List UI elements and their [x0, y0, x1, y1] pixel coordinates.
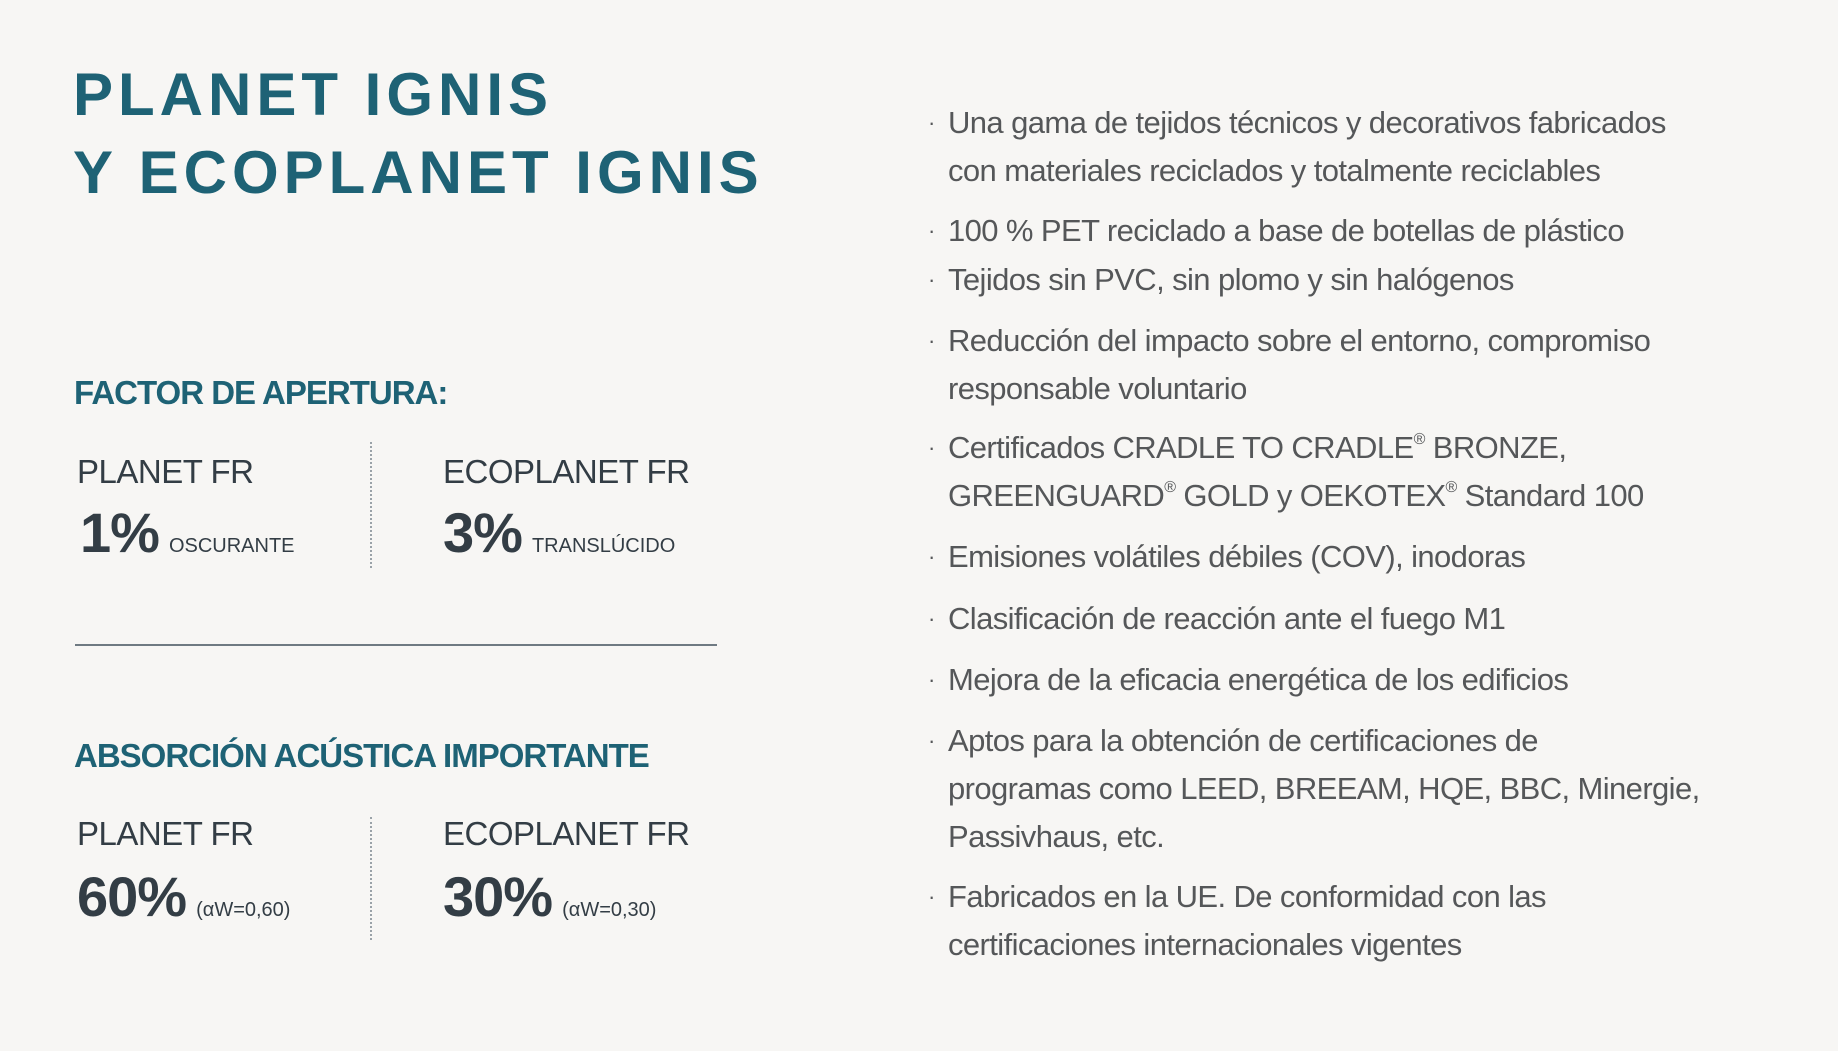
- feature-item: [928, 256, 1514, 304]
- opening-product-name: PLANET FR: [77, 453, 254, 490]
- feature-line: Tejidos sin PVC, sin plomo y sin halógenos: [948, 262, 1514, 297]
- feature-item: [928, 424, 1644, 520]
- bullet-icon: ·: [928, 728, 935, 753]
- feature-text: [948, 424, 1644, 520]
- feature-text: [948, 317, 1650, 413]
- feature-line: Passivhaus, etc.: [948, 819, 1165, 854]
- value: 30%: [443, 865, 553, 928]
- title-line-1: PLANET IGNIS: [73, 61, 554, 128]
- opening-product-value: [80, 500, 295, 581]
- feature-item: [928, 717, 1700, 861]
- feature-line: Reducción del impacto sobre el entorno, compromiso: [948, 323, 1651, 358]
- feature-line: GREENGUARD® GOLD y OEKOTEX® Standard 100: [948, 478, 1644, 513]
- bullet-icon: ·: [928, 667, 935, 692]
- bullet-icon: ·: [928, 544, 935, 569]
- feature-line: programas como LEED, BREEAM, HQE, BBC, Minergie,: [948, 771, 1700, 806]
- bullet-icon: ·: [928, 606, 935, 631]
- feature-text: [948, 207, 1624, 255]
- acoustic-product-name: PLANET FR: [77, 815, 254, 852]
- value: 60%: [77, 865, 187, 928]
- bullet-icon: ·: [928, 884, 935, 909]
- feature-line: certificaciones internacionales vigentes: [948, 927, 1462, 962]
- feature-text: [948, 717, 1700, 861]
- opening-product-name: ECOPLANET FR: [443, 453, 690, 490]
- feature-line: Certificados CRADLE TO CRADLE® BRONZE,: [948, 430, 1567, 465]
- feature-text: [948, 656, 1568, 704]
- acoustic-product-value: [443, 864, 656, 945]
- acoustic-product-name: ECOPLANET FR: [443, 815, 690, 852]
- feature-line: Una gama de tejidos técnicos y decorativos fabricados: [948, 105, 1666, 140]
- bullet-icon: ·: [928, 435, 935, 460]
- value: 1%: [80, 501, 159, 564]
- value-note: (αW=0,30): [562, 899, 657, 921]
- feature-text: [948, 256, 1514, 304]
- feature-line: con materiales reciclados y totalmente reciclables: [948, 153, 1601, 188]
- bullet-icon: ·: [928, 110, 935, 135]
- column-divider: [370, 442, 372, 568]
- feature-line: Fabricados en la UE. De conformidad con las: [948, 879, 1546, 914]
- feature-item: [928, 656, 1568, 704]
- feature-item: [928, 873, 1546, 969]
- value-note: (αW=0,60): [196, 899, 291, 921]
- feature-item: [928, 595, 1505, 643]
- section-divider: [75, 644, 717, 646]
- acoustic-heading: ABSORCIÓN ACÚSTICA IMPORTANTE: [74, 737, 649, 774]
- feature-text: [948, 99, 1666, 195]
- column-divider: [370, 817, 372, 940]
- feature-line: Emisiones volátiles débiles (COV), inodoras: [948, 539, 1526, 574]
- feature-text: [948, 873, 1546, 969]
- feature-text: [948, 595, 1505, 643]
- value-note: OSCURANTE: [168, 535, 295, 557]
- feature-line: responsable voluntario: [948, 371, 1247, 406]
- title-line-2: Y ECOPLANET IGNIS: [73, 139, 764, 206]
- bullet-icon: ·: [928, 267, 935, 292]
- opening-factor-heading: FACTOR DE APERTURA:: [74, 374, 448, 411]
- acoustic-product-value: [77, 864, 290, 945]
- bullet-icon: ·: [928, 328, 935, 353]
- feature-line: Mejora de la eficacia energética de los edificios: [948, 662, 1569, 697]
- feature-item: [928, 207, 1624, 255]
- value: 3%: [443, 501, 522, 564]
- feature-text: [948, 533, 1525, 581]
- value-note: TRANSLÚCIDO: [531, 535, 676, 557]
- feature-line: 100 % PET reciclado a base de botellas de plástico: [948, 213, 1624, 248]
- opening-product-value: [443, 500, 675, 581]
- feature-line: Aptos para la obtención de certificaciones de: [948, 723, 1538, 758]
- feature-item: [928, 533, 1525, 581]
- feature-item: [928, 317, 1650, 413]
- feature-item: [928, 99, 1666, 195]
- bullet-icon: ·: [928, 218, 935, 243]
- feature-line: Clasificación de reacción ante el fuego M1: [948, 601, 1506, 636]
